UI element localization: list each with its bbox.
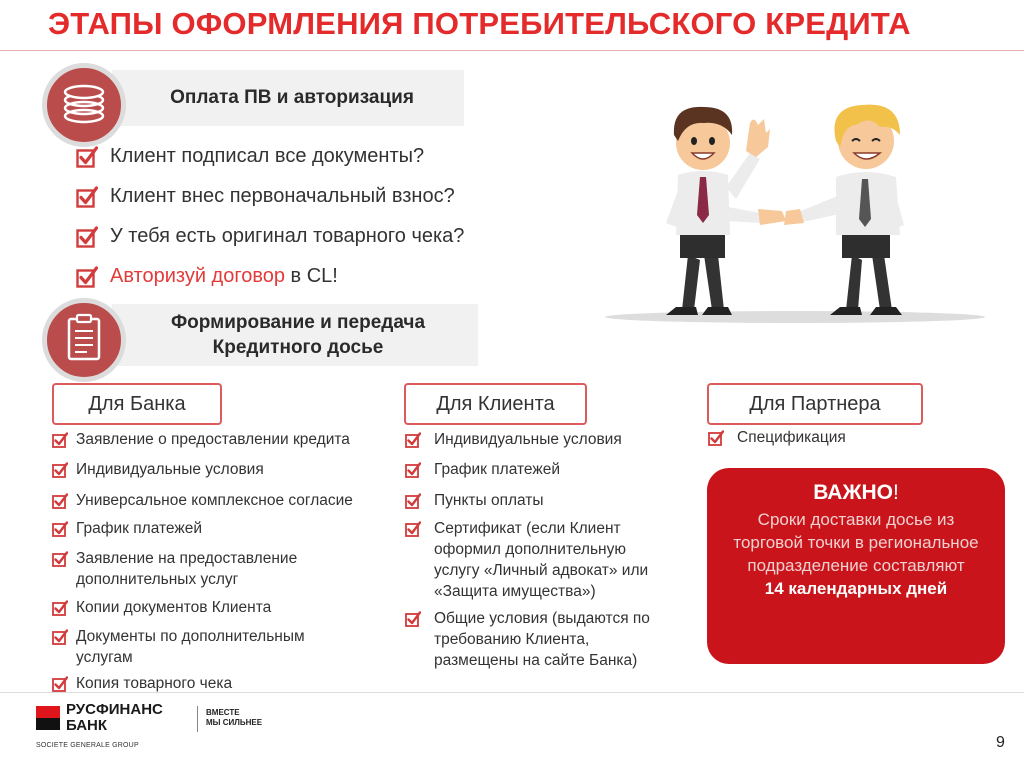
bank-item-credit-application: Заявление о предоставлении кредита bbox=[76, 431, 350, 448]
section-title-dossier bbox=[120, 310, 476, 360]
checkbox-icon bbox=[52, 676, 68, 692]
bank-item-payment-schedule: График платежей bbox=[76, 520, 202, 537]
slogan-line1: ВМЕСТЕ bbox=[206, 708, 240, 717]
slide-title: ЭТАПЫ ОФОРМЛЕНИЯ ПОТРЕБИТЕЛЬСКОГО КРЕДИТА bbox=[48, 6, 911, 41]
checkbox-icon bbox=[52, 629, 68, 645]
checkbox-icon bbox=[52, 551, 68, 567]
authorize-rest: в CL! bbox=[284, 265, 338, 287]
question-down-payment: Клиент внес первоначальный взнос? bbox=[110, 185, 455, 207]
client-item-general-terms: Общие условия (выдаются по требованию Клиента, размещены на сайте Банка) bbox=[434, 610, 650, 669]
bank-logo-mark bbox=[36, 706, 60, 730]
bank-item-individual-terms: Индивидуальные условия bbox=[76, 461, 264, 478]
important-exclamation: ! bbox=[892, 481, 899, 504]
checkbox-icon bbox=[405, 432, 421, 448]
bank-item-client-document-copies: Копии документов Клиента bbox=[76, 599, 272, 616]
checkbox-icon bbox=[52, 521, 68, 537]
bank-logo-name bbox=[66, 702, 163, 734]
checkbox-icon bbox=[76, 266, 98, 288]
checkbox-icon bbox=[405, 611, 421, 627]
section-title-payment: Оплата ПВ и авторизация bbox=[170, 87, 414, 108]
client-item-certificate: Сертификат (если Клиент оформил дополнительную услугу «Личный адвокат» или «Защита имущества») bbox=[434, 520, 649, 600]
client-item-payment-schedule: График платежей bbox=[434, 461, 560, 478]
checkbox-icon bbox=[52, 462, 68, 478]
checkbox-icon bbox=[52, 493, 68, 509]
bank-logo-name-line2: БАНК bbox=[66, 717, 108, 734]
important-heading bbox=[707, 480, 1005, 506]
important-notice bbox=[707, 468, 1005, 664]
section-title-dossier-line2: Кредитного досье bbox=[212, 337, 384, 358]
handshake-illustration bbox=[600, 95, 990, 330]
checkbox-icon bbox=[708, 430, 724, 446]
important-text: Сроки доставки досье из торговой точки в региональное подразделение составляют bbox=[733, 510, 979, 575]
column-header-partner: Для Партнера bbox=[707, 383, 923, 425]
column-header-bank: Для Банка bbox=[52, 383, 222, 425]
checkbox-icon bbox=[76, 186, 98, 208]
column-header-client: Для Клиента bbox=[404, 383, 587, 425]
checkbox-icon bbox=[405, 493, 421, 509]
question-receipt-original: У тебя есть оригинал товарного чека? bbox=[110, 225, 465, 247]
checkbox-icon bbox=[405, 521, 421, 537]
coins-icon bbox=[42, 63, 126, 147]
authorize-highlight: Авторизуй договор bbox=[110, 265, 285, 287]
important-heading-word: ВАЖНО bbox=[813, 481, 893, 504]
bank-item-receipt-copy: Копия товарного чека bbox=[76, 675, 233, 692]
bank-item-universal-consent: Универсальное комплексное согласие bbox=[76, 492, 353, 509]
checkbox-icon bbox=[52, 600, 68, 616]
bank-logo-group: SOCIETE GENERALE GROUP bbox=[36, 742, 139, 749]
clipboard-icon bbox=[42, 298, 126, 382]
checkbox-icon bbox=[76, 146, 98, 168]
authorize-contract-item bbox=[110, 265, 338, 288]
client-item-payment-points: Пункты оплаты bbox=[434, 492, 544, 509]
logo-divider bbox=[197, 706, 198, 732]
footer-divider bbox=[0, 692, 1024, 693]
bank-logo-name-line1: РУСФИНАНС bbox=[66, 701, 163, 718]
partner-item-specification: Спецификация bbox=[737, 429, 846, 446]
page-number: 9 bbox=[996, 734, 1005, 751]
question-documents-signed: Клиент подписал все документы? bbox=[110, 145, 425, 167]
title-divider bbox=[0, 50, 1024, 51]
checkbox-icon bbox=[76, 226, 98, 248]
bank-item-additional-services-documents: Документы по дополнительным услугам bbox=[76, 628, 305, 666]
important-highlight: 14 календарных дней bbox=[764, 579, 948, 598]
bank-item-additional-services-application: Заявление на предоставление дополнительных услуг bbox=[76, 550, 298, 588]
section-title-dossier-line1: Формирование и передача bbox=[170, 312, 426, 333]
client-item-individual-terms: Индивидуальные условия bbox=[434, 431, 622, 448]
checkbox-icon bbox=[52, 432, 68, 448]
slogan-line2: МЫ СИЛЬНЕЕ bbox=[206, 718, 263, 727]
checkbox-icon bbox=[405, 462, 421, 478]
slogan bbox=[206, 708, 262, 728]
